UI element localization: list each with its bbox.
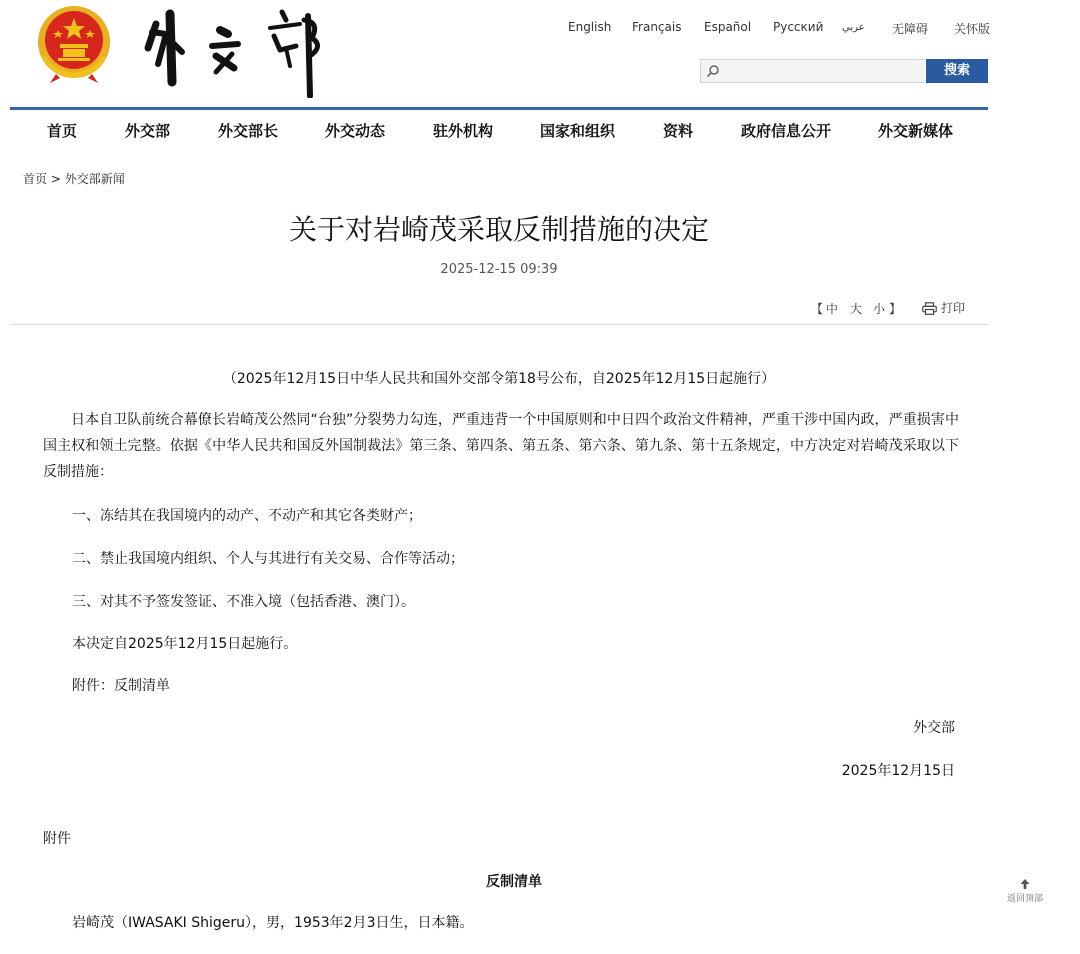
accessibility-link[interactable]: 无障碍 (892, 22, 929, 36)
font-size-medium-button[interactable]: 大 (850, 302, 863, 316)
font-size-bracket-open: 【 (811, 302, 824, 316)
search-icon (706, 64, 720, 78)
signature-ministry: 外交部 (913, 720, 955, 736)
nav-item-new-media[interactable]: 外交新媒体 (878, 122, 954, 140)
measure-item-1: 一、冻结其在我国境内的动产、不动产和其它各类财产； (72, 508, 422, 524)
font-size-bracket-close: 】 (889, 302, 902, 316)
ministry-calligraphy-logo[interactable] (140, 6, 330, 98)
font-size-large-button[interactable]: 中 (826, 302, 839, 316)
nav-item-ministry[interactable]: 外交部 (125, 122, 171, 140)
countermeasure-list-entry: 岩崎茂（IWASAKI Shigeru），男，1953年2月3日生，日本籍。 (72, 915, 474, 931)
breadcrumb-home[interactable]: 首页 (23, 172, 48, 186)
article-intro-paragraph: 日本自卫队前统合幕僚长岩崎茂公然同“台独”分裂势力勾连，严重违背一个中国原则和中日四个政治文件精神，严重干涉中国内政，严重损害中国主权和领土完整。依据《中华人民共和国反外国制裁法》第三条、第四条、第五条、第六条、第九条、第十五条规定，中方决定对岩崎茂采取以下反制措施： (43, 412, 959, 480)
nav-item-resources[interactable]: 资料 (663, 122, 694, 140)
content-divider (10, 324, 988, 325)
national-emblem-logo[interactable] (36, 4, 112, 84)
print-button[interactable] (922, 299, 965, 316)
nav-item-missions-abroad[interactable]: 驻外机构 (433, 122, 494, 140)
effective-date-statement: 本决定自2025年12月15日起施行。 (72, 636, 298, 652)
lang-link-arabic[interactable]: عربي (842, 22, 865, 33)
countermeasure-list-title: 反制清单 (486, 874, 542, 890)
attachment-label: 附件 (43, 831, 71, 847)
nav-top-rule (10, 107, 988, 110)
nav-item-countries-regions[interactable]: 国家和组织 (540, 122, 616, 140)
signature-date: 2025年12月15日 (841, 763, 955, 779)
nav-item-home[interactable]: 首页 (47, 122, 78, 140)
article-subtitle: （2025年12月15日中华人民共和国外交部令第18号公布，自2025年12月15日起施行） (222, 371, 776, 387)
attachment-reference: 附件：反制清单 (72, 678, 170, 694)
measure-item-3: 三、对其不予签发签证、不准入境（包括香港、澳门）。 (72, 594, 415, 610)
back-to-top-label: 返回顶部 (1006, 894, 1043, 904)
lang-link-english[interactable]: English (568, 20, 612, 34)
breadcrumb-section[interactable]: 外交部新闻 (64, 172, 125, 186)
article-date: 2025-12-15 09:39 (440, 262, 558, 277)
search-box (700, 59, 925, 83)
article-title: 关于对岩崎茂采取反制措施的决定 (288, 213, 709, 246)
elder-care-version-link[interactable]: 关怀版 (954, 22, 991, 36)
font-size-small-button[interactable]: 小 (873, 302, 886, 316)
nav-item-minister[interactable]: 外交部长 (218, 122, 279, 140)
breadcrumb-separator: > (47, 172, 65, 186)
language-bar (540, 20, 991, 38)
search-input[interactable] (723, 62, 923, 82)
lang-link-spanish[interactable]: Español (704, 20, 752, 34)
nav-item-gov-info[interactable]: 政府信息公开 (741, 122, 832, 140)
lang-link-french[interactable]: Français (632, 20, 682, 34)
breadcrumb (23, 170, 125, 187)
lang-link-russian[interactable]: Русский (773, 20, 824, 34)
measure-item-2: 二、禁止我国境内组织、个人与其进行有关交易、合作等活动； (72, 551, 464, 567)
print-label: 打印 (941, 301, 966, 315)
printer-icon (922, 302, 937, 315)
search-button[interactable]: 搜索 (926, 59, 988, 83)
nav-item-diplomatic-news[interactable]: 外交动态 (325, 122, 386, 140)
back-to-top-button[interactable] (1001, 878, 1049, 904)
arrow-up-icon (1019, 878, 1031, 890)
